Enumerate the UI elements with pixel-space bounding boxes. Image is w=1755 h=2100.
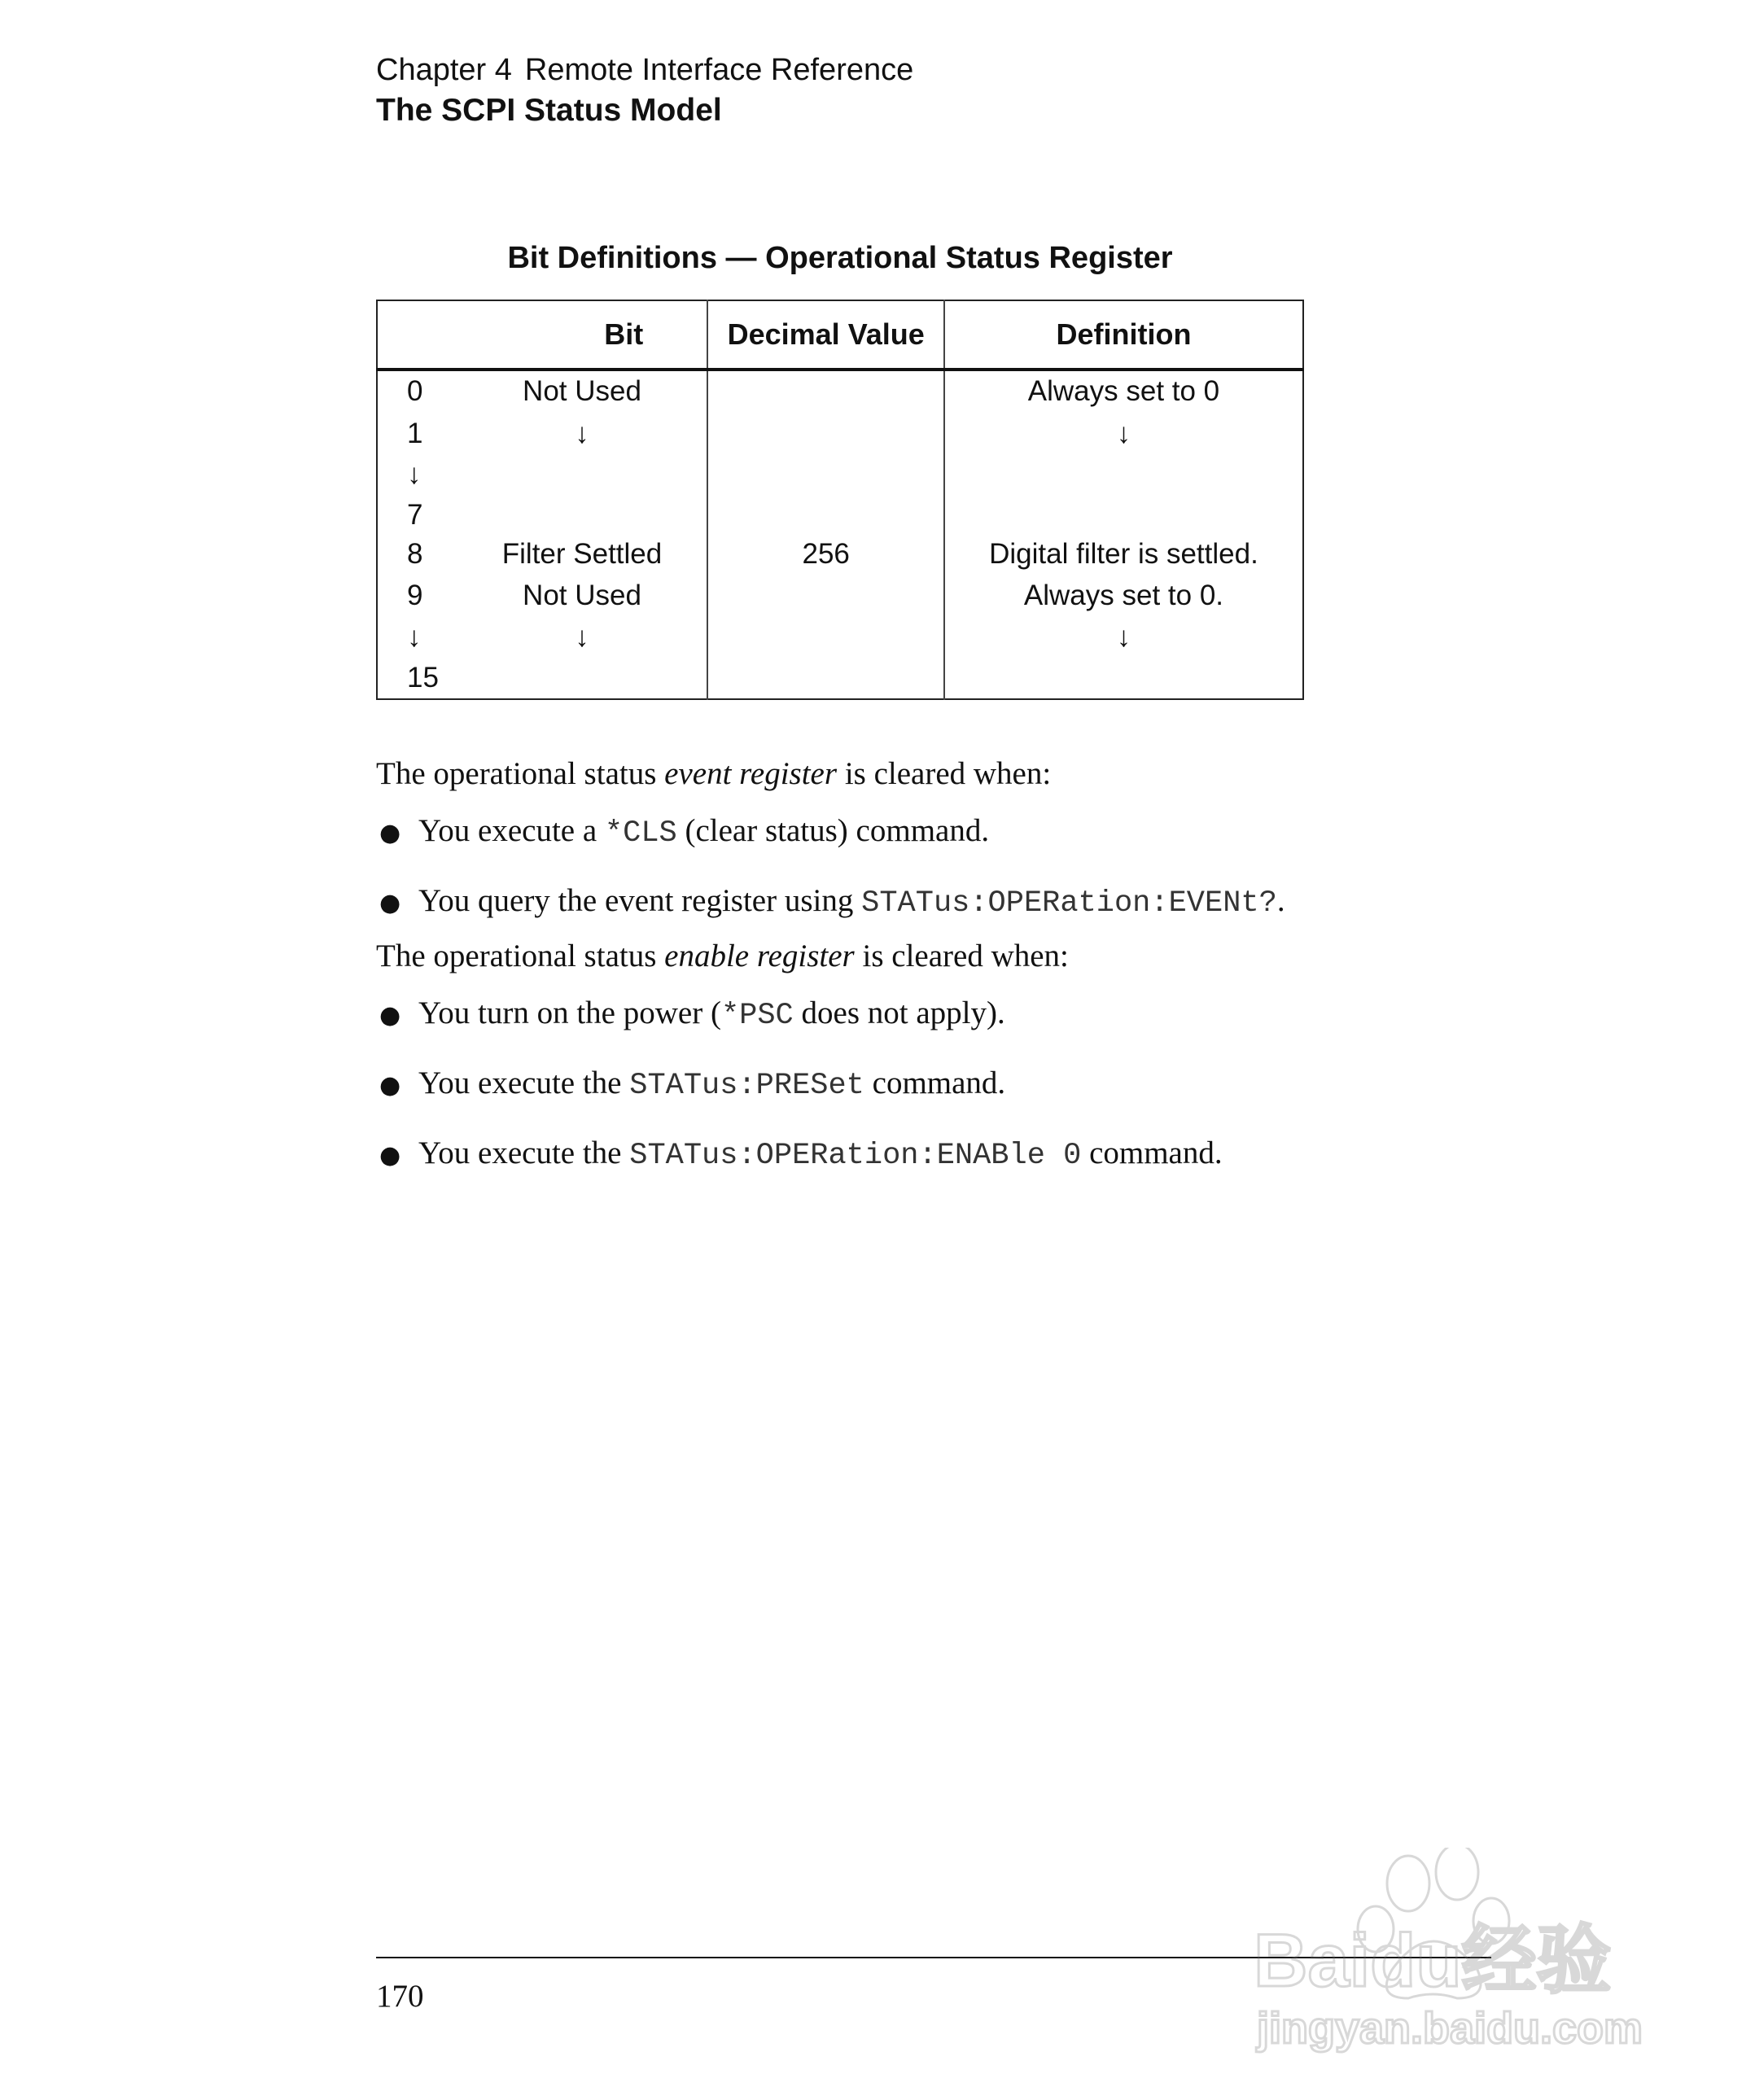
- bullet-text: You execute the: [418, 1065, 630, 1100]
- emphasis-term: enable register: [664, 938, 855, 973]
- table-body-row: [377, 370, 1303, 699]
- chapter-label: Chapter 4: [376, 53, 512, 87]
- list-item: [379, 882, 1285, 921]
- table-caption: Bit Definitions — Operational Status Register: [507, 241, 1173, 275]
- table-header-row: [377, 300, 1303, 370]
- decimal-value-column: [707, 370, 943, 699]
- bit-number: ↓: [407, 458, 422, 490]
- bullet-text: command.: [864, 1065, 1006, 1100]
- page-header: [376, 50, 913, 132]
- definition-text: ↓: [1116, 418, 1131, 449]
- command-code: STATus:PRESet: [629, 1069, 864, 1103]
- bullet-text: You query the event register using: [418, 883, 862, 918]
- bullet-text: .: [1276, 883, 1285, 918]
- list-item: [379, 1065, 1005, 1103]
- intro-text: The operational status: [376, 938, 665, 973]
- decimal-value: 256: [802, 538, 850, 570]
- list-item: [379, 1135, 1223, 1173]
- bullet-text: You execute a: [418, 813, 605, 848]
- bit-name: Not Used: [523, 375, 641, 407]
- bullet-text: does not apply).: [793, 995, 1005, 1030]
- bit-name: ↓: [575, 418, 589, 449]
- list-item: [379, 995, 1005, 1033]
- bit-name: ↓: [575, 621, 589, 653]
- page-number: 170: [376, 1979, 424, 2014]
- bullet-text: You execute the: [418, 1135, 630, 1170]
- bullet-icon: ●: [379, 1071, 401, 1100]
- column-header-definition: Definition: [944, 300, 1303, 370]
- watermark-url: jingyan.baidu.com: [1257, 2004, 1643, 2053]
- definition-column: [944, 370, 1303, 699]
- bullet-text: You turn on the power (: [418, 995, 721, 1030]
- column-header-bit: Bit: [377, 300, 707, 370]
- baidu-watermark: [1254, 1848, 1677, 2059]
- bit-name: Filter Settled: [501, 538, 663, 570]
- bullet-icon: ●: [379, 1001, 401, 1030]
- bit-number: 9: [407, 580, 423, 611]
- command-code: STATus:OPERation:EVENt?: [861, 886, 1277, 921]
- intro-text: is cleared when:: [854, 938, 1069, 973]
- bit-number: 0: [407, 375, 423, 407]
- watermark-brand: Baidu经验: [1254, 1919, 1612, 2002]
- chapter-title: Remote Interface Reference: [524, 53, 914, 87]
- definition-text: Digital filter is settled.: [989, 538, 1258, 570]
- command-code: STATus:OPERation:ENABle 0: [629, 1139, 1082, 1173]
- bit-number: 15: [407, 662, 439, 693]
- enable-register-intro: [376, 938, 1069, 974]
- bit-number: 8: [407, 538, 423, 570]
- bit-definitions-table: [376, 300, 1304, 700]
- bullet-icon: ●: [379, 819, 401, 847]
- emphasis-term: event register: [664, 756, 838, 791]
- chapter-heading: [376, 50, 913, 90]
- intro-text: is cleared when:: [837, 756, 1052, 791]
- column-header-decimal-value: Decimal Value: [707, 300, 943, 370]
- definition-text: Always set to 0.: [1023, 580, 1224, 611]
- bit-name: Not Used: [523, 580, 641, 611]
- bit-number: 1: [407, 418, 423, 449]
- list-item: [379, 812, 989, 851]
- bullet-text: (clear status) command.: [676, 813, 990, 848]
- bullet-icon: ●: [379, 889, 401, 917]
- command-code: *CLS: [604, 816, 677, 851]
- bit-number: 7: [407, 499, 423, 531]
- bit-number: ↓: [407, 621, 422, 653]
- definition-text: Always set to 0: [1027, 375, 1220, 407]
- command-code: *PSC: [720, 999, 794, 1033]
- bullet-text: command.: [1081, 1135, 1223, 1170]
- bullet-icon: ●: [379, 1141, 401, 1170]
- event-register-intro: [376, 755, 1051, 792]
- definition-text: ↓: [1116, 621, 1131, 653]
- bit-column: [377, 370, 707, 699]
- intro-text: The operational status: [376, 756, 665, 791]
- section-title: The SCPI Status Model: [376, 93, 722, 129]
